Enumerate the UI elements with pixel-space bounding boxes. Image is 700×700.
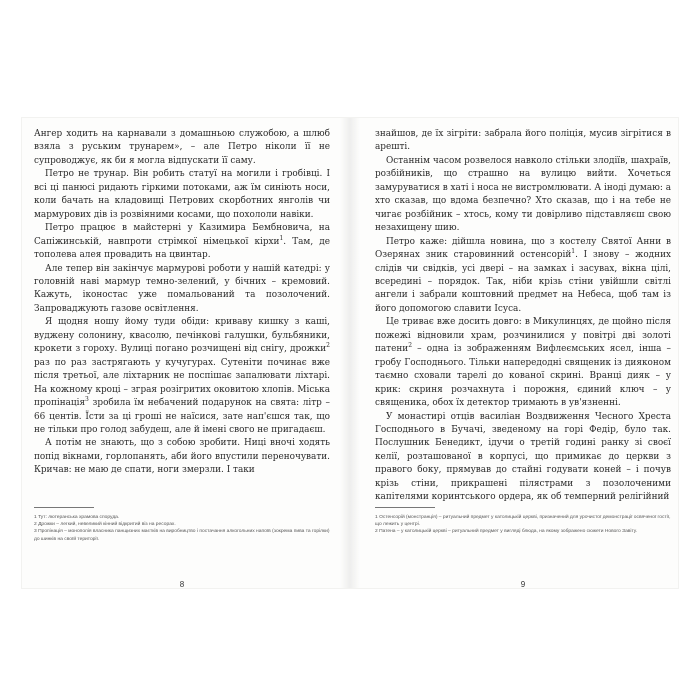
right-paragraph-3: Петро каже: дійшла новина, що з костелу Святої Анни в Озерянах зник старовинний остенсорій$^1$. І знову – жодних слідів чи свідків, усі двері – на замках і засувах, вікна цілі, всередині – порядок. Так, ніби крізь стіни увійшли світлі ангели і забрали коштовний предмет на Небеса, щоб там із його допомогою славити Ісуса. — [375, 236, 671, 314]
left-paragraph-6: А потім не знають, що з собою зробити. Ниці вночі ходять попід вікнами, горлопанять, аби його впустили переночувати. Кричав: не маю де спати, ноги змерзли. І таки — [34, 438, 330, 476]
left-paragraph-1: Ангер ходить на карнавали з домашньою служобою, а шлюб взяла з руським трунарем», – але Петро ніколи її не супроводжує, як би я могла відпускати її саму. — [34, 129, 330, 166]
right-footnotes — [375, 514, 671, 536]
left-paragraph-2: Петро не трунар. Він робить статуї на могили і гробівці. І всі ці панюсі ридають гіркими потоками, аж їм синіють носи, коли бачать на кладовищі Петрових скорботних янголів чи мармурових дів із розвіяними косами, що похололи навіки. — [34, 169, 330, 220]
right-paragraph-2: Останнім часом розвелося навколо стільки злодіїв, шахраїв, розбійників, що страшно на вулицю вийти. Хочеться замуруватися в хаті і носа не вистромлювати. А іноді думаю: а хто сказав, що вдома безпечно? Хто сказав, що і на тебе не чигає розбійник – хтось, кому ти довірливо підставляєш свою незахищену шию. — [375, 155, 671, 234]
left-page-body — [34, 118, 330, 478]
footnote-2: 2 Патена – у католицькій церкві – ритуальний предмет у вигляді блюда, на якому зображено сюжети Нового Завіту. — [375, 529, 638, 535]
footnote-marker: 2 — [326, 342, 330, 350]
left-page — [34, 118, 330, 588]
footnote-1: 1 Тут: лютеранська храмова споруда. — [34, 515, 120, 520]
left-paragraph-4: Але тепер він закінчує мармурові роботи у нашій катедрі: у головній наві мармур темно-зелений, у бічних – кремовий. Кажуть, іконостас уже помальований та позолочений. Запроваджують газове освітлення. — [34, 263, 330, 314]
book-gutter — [340, 118, 360, 588]
left-paragraph-5: Я щодня ношу йому туди обіди: криваву кишку з каші, вуджену солонину, квасолю, печінкові галушки, бульбяники, крокети з гороху. Вулиці погано розчищені від снігу, дрожки$^2$ раз по раз застрягають у кучугурах. Сутеніти починає вже після третьої, але ліхтарник не поспішає запалювати ліхтарі. На кожному кроці – зграя розігритих оковитою хлопів. Міська пропінація$^3$ зробила їм небачений подарунок на свята: літр – 66 центів. Їсти за ці гроші не наїсися, зате нап'єшся так, що не тільки про голод забудеш, але й імені свого не пригадаєш. — [34, 317, 330, 435]
right-page-body — [375, 118, 671, 505]
right-page — [375, 118, 671, 588]
left-paragraph-3: Петро працює в майстерні у Казимира Бембновича, на Сапіжинській, навпроти стрімкої німецької кірхи$^1$. Там, де тополева алея провадить на цвинтар. — [34, 223, 330, 261]
page-number-left: 8 — [179, 580, 185, 589]
right-paragraph-1: знайшов, де їх зігріти: забрала його поліція, мусив зігрітися в арешті. — [375, 129, 671, 153]
footnote-rule — [375, 507, 435, 508]
footnote-1: 1 Остенсорій (монстранція) – ритуальний предмет у католицькій церкві, призначений для урочистої демонстрації освяченої гостії, що лежить у центрі. — [375, 515, 671, 528]
footnote-3: 3 Пропінація – монополія власника панщизних маєтків на виробництво і постачання алкогольних напоїв (зокрема пива та горілки) до шинків на своїй території. — [34, 529, 330, 542]
right-paragraph-4: Це триває вже досить довго: в Микулинцях, де щойно після пожежі відновили храм, розчинилися у повітрі дві золоті патени$^2$ – одна із зображенням Вифлеємських ясел, інша – гробу Господнього. Тільки напередодні священик із дияконом таємно сховали тарелі до кованої скрині. Вранці дияк – у крик: скриня розчахнута і порожня, єдиний ключ – у священика, обох їх детектор тримають в ув'язненні. — [375, 317, 671, 409]
footnote-rule — [34, 507, 94, 508]
left-footnotes — [34, 514, 330, 543]
right-paragraph-5: У монастирі отців василіан Воздвиження Чесного Хреста Господнього в Бучачі, зведеному на горі Федір, було так. Послушник Бенедикт, ідучи о третій годині ранку зі своєї келії, розташованої в корпусі, що примикає до церкви з правого боку, прямував до стайні годувати коней – і почув крізь стіни, прикрашені пілястрами з позолоченими капітелями коринтського ордера, як об темперний релігійний — [375, 411, 671, 503]
book-spread — [22, 118, 678, 588]
footnote-2: 2 Дрожки – легкий, невеликий кінний відкритий віз на ресорах. — [34, 522, 176, 528]
footnote-marker: 2 — [408, 342, 413, 350]
footnote-marker: 1 — [571, 248, 576, 256]
page-number-right: 9 — [520, 580, 526, 589]
footnote-marker: 3 — [85, 396, 89, 404]
footnote-marker: 1 — [279, 234, 284, 242]
